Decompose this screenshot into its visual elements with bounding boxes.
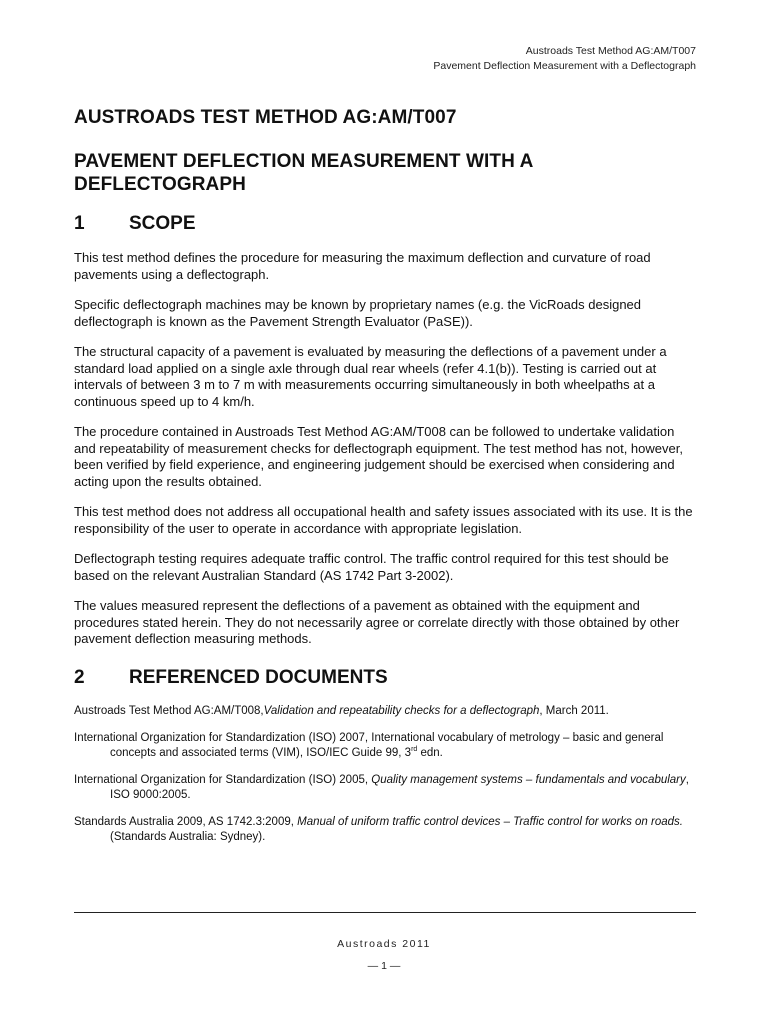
section-number: 1 [74, 213, 85, 234]
scope-paragraph: The structural capacity of a pavement is evaluated by measuring the deflections of a pavement under a standard load applied on a single axle through dual rear wheels (refer 4.1(b)). Testing is carried out at intervals of between 3 m to 7 m with measurements occurring simultaneously in both wheelpaths at a continuous speed up to 4 km/h. [74, 344, 667, 409]
document-subtitle: PAVEMENT DEFLECTION MEASUREMENT WITH A DEFLECTOGRAPH [74, 151, 533, 195]
reference-item [74, 731, 696, 761]
footer-divider [74, 912, 696, 913]
reference-text: Standards Australia 2009, AS 1742.3:2009, [74, 815, 298, 828]
reference-text: Austroads Test Method AG:AM/T008, [74, 704, 264, 717]
reference-title: Validation and repeatability checks for a deflectograph [263, 704, 540, 717]
section-title: SCOPE [129, 213, 196, 234]
reference-text: (Standards Australia: Sydney). [110, 830, 266, 843]
ordinal-superscript: rd [411, 745, 418, 753]
reference-item [74, 773, 696, 803]
footer-organisation: Austroads 2011 [337, 938, 431, 950]
page-number: — 1 — [367, 960, 401, 972]
reference-text: International Organization for Standardization (ISO) 2007, International vocabulary of metrology – basic and general concepts and associated terms (VIM), ISO/IEC Guide 99, 3 [74, 731, 664, 759]
section-heading-scope [74, 212, 696, 236]
reference-title: Quality management systems – fundamentals and vocabulary [371, 773, 686, 786]
reference-text: International Organization for Standardization (ISO) 2005, [74, 773, 372, 786]
document-title: AUSTROADS TEST METHOD AG:AM/T007 [74, 107, 457, 128]
running-header [433, 44, 696, 74]
scope-paragraph: The procedure contained in Austroads Test Method AG:AM/T008 can be followed to undertake validation and repeatability of measurement checks for deflectograph equipment. The test method has not, however, been verified by field experience, and engineering judgement should be exercised when considering and acting upon the results obtained. [74, 424, 683, 489]
scope-paragraph: Specific deflectograph machines may be known by proprietary names (e.g. the VicRoads designed deflectograph is known as the Pavement Strength Evaluator (PaSE)). [74, 297, 642, 329]
running-header-line-1: Austroads Test Method AG:AM/T007 [525, 45, 696, 57]
reference-list [74, 704, 696, 845]
reference-title: Manual of uniform traffic control devices – Traffic control for works on roads. [297, 815, 683, 828]
scope-paragraph: This test method defines the procedure for measuring the maximum deflection and curvature of road pavements using a deflectograph. [74, 250, 651, 282]
reference-item [74, 704, 696, 719]
reference-text: , March 2011. [539, 704, 609, 717]
section-heading-referenced-documents [74, 666, 696, 690]
running-header-line-2: Pavement Deflection Measurement with a Deflectograph [433, 60, 696, 72]
main-content [74, 106, 696, 857]
reference-text: , ISO 9000:2005. [110, 773, 689, 801]
scope-paragraph: This test method does not address all occupational health and safety issues associated with its use. It is the responsibility of the user to operate in accordance with appropriate legislation. [74, 504, 693, 536]
section-title: REFERENCED DOCUMENTS [129, 666, 388, 688]
section-number: 2 [74, 666, 85, 688]
scope-paragraph: Deflectograph testing requires adequate traffic control. The traffic control required for this test should be based on the relevant Australian Standard (AS 1742 Part 3-2002). [74, 551, 669, 583]
scope-paragraph: The values measured represent the deflections of a pavement as obtained with the equipment and procedures stated herein. They do not necessarily agree or correlate directly with those obtained by other pavement deflection measuring methods. [74, 598, 680, 646]
reference-text: edn. [417, 746, 443, 759]
reference-item [74, 815, 696, 845]
